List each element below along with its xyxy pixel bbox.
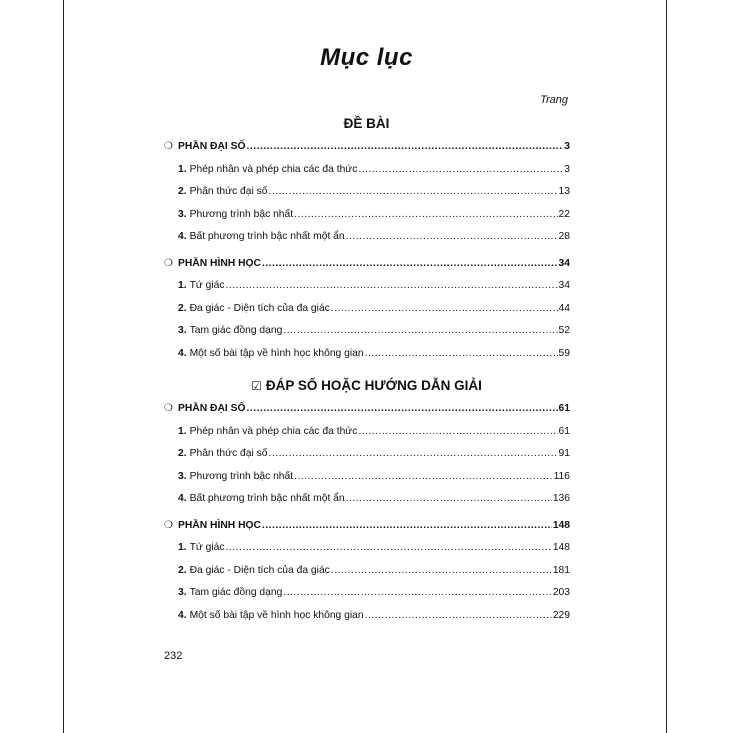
leader-dots: [247, 403, 558, 414]
toc-item-label: Tam giác đồng dạng: [189, 325, 283, 336]
toc-item-entry[interactable]: [178, 186, 570, 200]
part1-heading: ĐỀ BÀI: [343, 116, 390, 131]
toc-item-entry[interactable]: [178, 209, 570, 223]
page-number: 232: [164, 650, 183, 662]
leader-dots: [226, 542, 552, 553]
toc-item-number: 3.: [178, 470, 187, 482]
toc-item-label: Phương trình bậc nhất: [189, 470, 294, 482]
toc-item-number: 1.: [178, 542, 187, 553]
toc-section-label: PHẦN HÌNH HỌC: [178, 519, 261, 531]
toc-item-entry[interactable]: [178, 280, 570, 294]
toc-page-number: 34: [558, 280, 570, 291]
leader-dots: [268, 186, 557, 197]
toc-item-label: Phép nhân và phép chia các đa thức: [189, 163, 358, 175]
toc-section-entry[interactable]: [164, 520, 570, 534]
toc-item-label: Một số bài tập về hình học không gian: [189, 609, 364, 621]
toc-item-number: 2.: [178, 564, 187, 576]
toc-section-entry[interactable]: [164, 403, 570, 417]
part2-heading-text: ĐÁP SỐ HOẶC HƯỚNG DẪN GIẢI: [265, 378, 482, 393]
leader-dots: [247, 141, 564, 152]
toc-item-label: Đa giác - Diện tích của đa giác: [189, 302, 330, 314]
toc-item-entry[interactable]: [178, 493, 570, 507]
leader-dots: [226, 280, 558, 291]
toc-item-entry[interactable]: [178, 542, 570, 556]
toc-page-number: 116: [553, 470, 570, 482]
toc-item-number: 4.: [178, 609, 187, 621]
leader-dots: [365, 348, 558, 359]
toc-item-entry[interactable]: [178, 610, 570, 624]
toc-page-number: 136: [552, 493, 570, 504]
leader-dots: [262, 520, 552, 531]
toc-item-label: Đa giác - Diện tích của đa giác: [189, 564, 330, 576]
toc-page-number: 3: [564, 141, 570, 152]
toc-page-number: 59: [558, 347, 570, 359]
toc-item-entry[interactable]: [178, 471, 570, 485]
toc-item-number: 1.: [178, 163, 187, 175]
toc-section-entry[interactable]: [164, 141, 570, 155]
leader-dots: [331, 565, 552, 576]
leader-dots: [283, 325, 557, 336]
page-column-label: Trang: [540, 94, 568, 106]
leader-dots: [346, 493, 552, 504]
toc-item-number: 4.: [178, 231, 187, 242]
toc-item-number: 2.: [178, 186, 187, 197]
toc-item-entry[interactable]: [178, 164, 570, 178]
toc-page-number: 148: [552, 519, 570, 531]
toc-item-entry[interactable]: [178, 587, 570, 601]
toc-item-label: Tam giác đồng dạng: [189, 587, 283, 598]
toc-page-number: 61: [558, 425, 570, 437]
leader-dots: [294, 209, 557, 220]
leader-dots: [283, 587, 551, 598]
toc-item-label: Phương trình bậc nhất: [189, 208, 294, 220]
checkbox-icon: ☑: [251, 379, 262, 393]
toc-item-entry[interactable]: [178, 231, 570, 245]
toc-section-label: PHẦN ĐẠI SỐ: [178, 141, 246, 152]
toc-page-number: 28: [558, 231, 570, 242]
page-title: Mục lục: [320, 44, 413, 71]
circle-bullet-icon: ❍: [164, 403, 173, 414]
toc-item-number: 4.: [178, 493, 187, 504]
leader-dots: [294, 471, 552, 482]
toc-item-number: 2.: [178, 302, 187, 314]
circle-bullet-icon: ❍: [164, 519, 173, 531]
toc-item-label: Phép nhân và phép chia các đa thức: [189, 425, 358, 437]
leader-dots: [268, 448, 557, 459]
toc-item-entry[interactable]: [178, 325, 570, 339]
toc-item-label: Bất phương trình bậc nhất một ẩn: [189, 231, 345, 242]
toc-page-number: 148: [552, 542, 570, 553]
toc-page-number: 181: [552, 564, 570, 576]
toc-section-label: PHẦN HÌNH HỌC: [178, 257, 261, 269]
toc-page-number: 91: [558, 448, 570, 459]
leader-dots: [365, 610, 552, 621]
toc-item-entry[interactable]: [178, 565, 570, 579]
toc-item-number: 3.: [178, 325, 187, 336]
toc-item-label: Phân thức đại số: [189, 448, 268, 459]
circle-bullet-icon: ❍: [164, 141, 173, 152]
toc-item-label: Tứ giác: [189, 280, 225, 291]
toc-item-label: Tứ giác: [189, 542, 225, 553]
toc-page-number: 3: [564, 163, 570, 175]
toc-item-number: 3.: [178, 208, 187, 220]
toc-section-entry[interactable]: [164, 258, 570, 272]
toc-item-entry[interactable]: [178, 448, 570, 462]
toc-page-number: 61: [558, 403, 570, 414]
toc-item-number: 4.: [178, 347, 187, 359]
toc-item-number: 2.: [178, 448, 187, 459]
toc-page-number: 52: [558, 325, 570, 336]
toc-item-number: 1.: [178, 280, 187, 291]
toc-page-number: 44: [558, 302, 570, 314]
toc-item-number: 1.: [178, 425, 187, 437]
toc-page-number: 229: [552, 609, 570, 621]
toc-page-number: 34: [558, 257, 570, 269]
circle-bullet-icon: ❍: [164, 257, 173, 269]
leader-dots: [346, 231, 558, 242]
leader-dots: [262, 258, 558, 269]
toc-item-entry[interactable]: [178, 303, 570, 317]
part2-heading: [0, 378, 733, 393]
toc-page-number: 203: [552, 587, 570, 598]
toc-item-number: 3.: [178, 587, 187, 598]
leader-dots: [358, 164, 563, 175]
toc-page-number: 22: [558, 208, 570, 220]
toc-item-label: Một số bài tập về hình học không gian: [189, 347, 364, 359]
toc-item-label: Bất phương trình bậc nhất một ẩn: [189, 493, 345, 504]
toc-item-entry[interactable]: [178, 426, 570, 440]
toc-section-label: PHẦN ĐẠI SỐ: [178, 403, 246, 414]
leader-dots: [331, 303, 558, 314]
toc-item-entry[interactable]: [178, 348, 570, 362]
toc-item-label: Phân thức đại số: [189, 186, 268, 197]
leader-dots: [358, 426, 557, 437]
toc-page-number: 13: [558, 186, 570, 197]
